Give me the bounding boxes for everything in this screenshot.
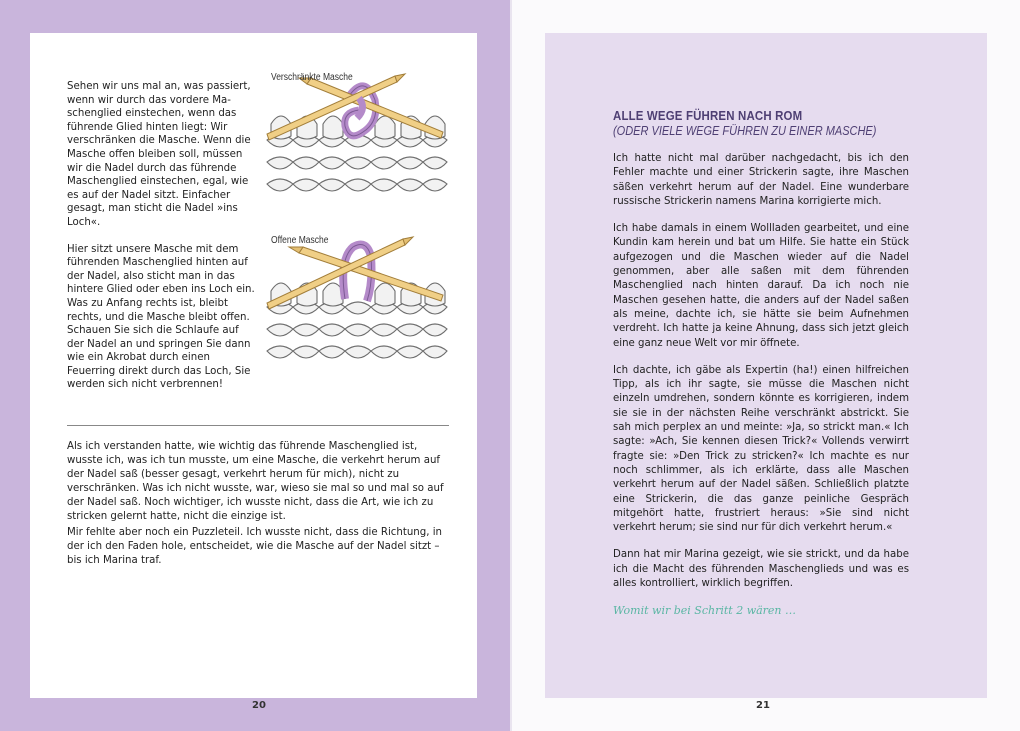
figure-twisted-stitch bbox=[263, 62, 448, 200]
right-paragraph-1: Ich hatte nicht mal darüber nachgedacht, bis ich den Fehler machte und einer Strickerin sagte, ihre Maschen säßen verkehrt herum auf der Nadel. Eine wunderbare russische Strickerin namens Marina korrigierte mich. bbox=[613, 153, 909, 207]
right-page-content bbox=[613, 108, 909, 617]
wide-paragraph-1-text: Als ich verstanden hatte, wie wichtig das führende Maschenglied ist, wusste ich, was ich tun musste, um eine Masche, die verkehrt herum auf der Nadel saß (besser gesagt, verkehrt herum für mich), nicht zu verschränken. Was ich nicht wusste, war, wieso sie mal so und mal so auf der Nadel saß. Noch wichtiger, ich wusste nicht, dass die Art, wie ich zu stricken gelernt hatte, nicht die einzige ist. bbox=[67, 441, 444, 522]
handwritten-note: Womit wir bei Schritt 2 wären … bbox=[613, 604, 797, 618]
left-paragraph-1: Sehen wir uns mal an, was passiert, wenn wir durch das vordere Maschenglied einstechen, wenn das führende Glied hinten liegt: Wir verschränken die Masche. Wenn die Masche offen bleiben soll, müssen wir die Nadel durch das führende Maschenglied einstechen, egal, wie es auf der Nadel sitzt. Einfacher gesagt, man sticht die Nadel »ins Loch«. bbox=[67, 81, 251, 228]
page-number-left: 20 bbox=[252, 700, 266, 711]
figure2-caption: Offene Masche bbox=[271, 235, 329, 246]
section-title: ALLE WEGE FÜHREN NACH ROM bbox=[613, 108, 803, 123]
open-stitch-illustration bbox=[263, 227, 448, 367]
right-paragraph-4: Dann hat mir Marina gezeigt, wie sie strickt, und da habe ich die Macht des führenden Maschenglieds und was es alles kontrolliert, wirklich begriffen. bbox=[613, 549, 909, 590]
wide-paragraph-2 bbox=[67, 526, 452, 568]
right-paragraph-2: Ich habe damals in einem Wollladen gearbeitet, und eine Kundin kam herein und bat um Hilfe. Sie hatte ein Stück aufgezogen und die Maschen wieder auf die Nadel genommen, aber alle saßen mit dem führenden Maschenglied nach hinten darauf. Da ich noch nie Maschen gesehen hatte, die anders auf der Nadel saßen als meine, dachte ich, sie hätte sie beim Aufnehmen verdreht. Ich hatte ja keine Ahnung, dass sich jetzt gleich eine ganz neue Welt vor mir öffnete. bbox=[613, 223, 909, 349]
wide-paragraph-1 bbox=[67, 440, 452, 523]
wide-paragraph-2-text: Mir fehlte aber noch ein Puzzleteil. Ich wusste nicht, dass die Richtung, in der ich den Faden hole, entscheidet, wie die Masche auf der Nadel sitzt – bis ich Marina traf. bbox=[67, 527, 442, 566]
section-divider bbox=[67, 425, 449, 426]
figure-open-stitch bbox=[263, 227, 448, 367]
left-column-text bbox=[67, 80, 255, 405]
section-subtitle: (ODER VIELE WEGE FÜHREN ZU EINER MASCHE) bbox=[613, 124, 877, 138]
right-paragraph-3: Ich dachte, ich gäbe als Expertin (ha!) einen hilfreichen Tipp, als ich ihr sagte, sie müsse die Maschen nicht einzeln umdrehen, sondern könnte es korrigieren, indem sie sie in der nächsten Reihe verschränkt abstrickt. Sie sah mich perplex an und meinte: »Ja, so strickt man.« Ich sagte: »Ach, Sie kennen diesen Trick?« Vollends verwirrt fragte sie: »Den Trick zu stricken?« Ich machte es nur noch schlimmer, als ich erklärte, dass alle Maschen verkehrt herum auf der Nadel säßen. Schließlich platzte eine Strickerin, die das ganze peinliche Gespräch mitgehört hatte, frustriert heraus: »Sie sind nicht verkehrt herum; sie sind nur für dich verkehrt herum.« bbox=[613, 364, 909, 534]
figure1-caption: Verschränkte Masche bbox=[271, 72, 353, 83]
page-number-right: 21 bbox=[756, 700, 770, 711]
left-paragraph-2: Hier sitzt unsere Masche mit dem führenden Maschenglied hinten auf der Nadel, also sticht man in das hintere Glied oder eben ins Loch ein. Was zu Anfang rechts ist, bleibt rechts, und die Masche bleibt offen. Schauen Sie sich die Schlaufe auf der Nadel an und springen Sie dann wie ein Akrobat durch einen Feuerring direkt durch das Loch, Sie werden sich nicht verbrennen! bbox=[67, 243, 255, 391]
